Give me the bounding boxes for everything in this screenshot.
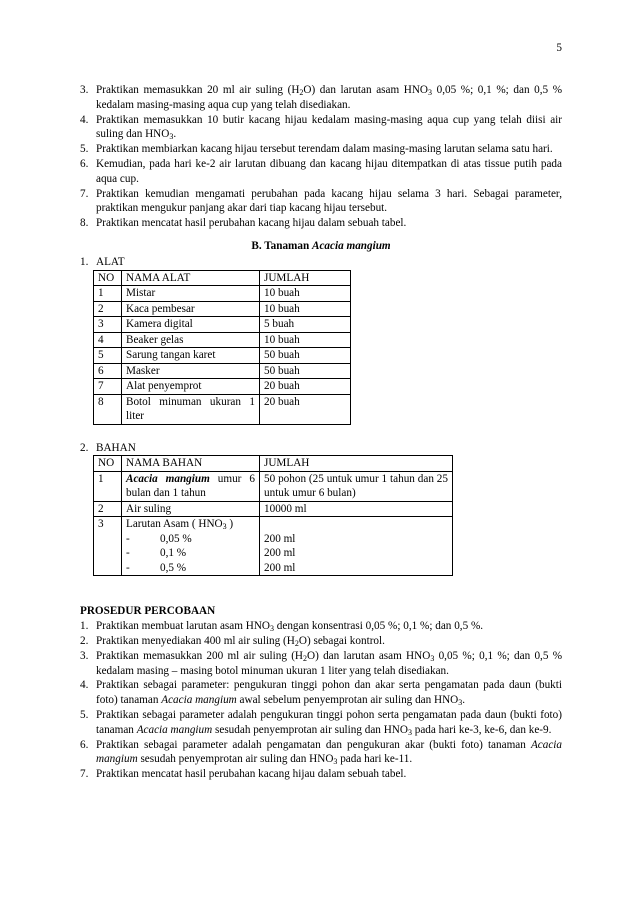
alat-no: 1 [94, 286, 122, 302]
step-text: dengan konsentrasi 0,05 %; 0,1 %; dan 0,5 %. [273, 620, 484, 633]
alat-no: 2 [94, 301, 122, 317]
subsection-alat-number: 1. [80, 255, 89, 268]
list-item-number: 2. [80, 634, 89, 647]
step-text: 0,05 %; 0,1 %; dan 0,5 % kedalam masing – masing botol minuman ukuran 1 liter yang telah disediakan. [96, 649, 563, 677]
concentration-value: 0,5 % [160, 561, 187, 574]
list-item [80, 619, 562, 634]
prosedur-list [80, 619, 562, 782]
step-text: O) sebagai kontrol. [298, 634, 385, 647]
bahan-jumlah [260, 517, 453, 576]
bahan-species: Acacia mangium [126, 472, 210, 485]
step-text: sesudah penyemprotan air suling dan HNO [137, 753, 334, 766]
alat-header-row [94, 270, 351, 286]
alat-jumlah: 20 buah [260, 394, 351, 424]
table-row [94, 301, 351, 317]
subscript: 3 [169, 132, 174, 142]
step-text: O) dan larutan asam HNO [303, 84, 429, 96]
alat-no: 3 [94, 317, 122, 333]
header-jumlah: JUMLAH [260, 456, 453, 472]
procedure-list-top [80, 83, 562, 231]
alat-name: Alat penyemprot [122, 379, 260, 395]
acid-name-suffix: ) [226, 518, 234, 531]
bahan-age: umur 6 bulan dan 1 tahun [126, 472, 255, 500]
acid-jumlah-value: 200 ml [264, 561, 296, 574]
acid-concentration-item [126, 546, 255, 561]
list-item [80, 157, 562, 187]
list-item-number: 6. [80, 157, 89, 170]
table-row [94, 332, 351, 348]
list-item [80, 738, 562, 768]
step-text: awal sebelum penyemprotan air suling dan HNO [236, 694, 459, 707]
step-text: . [462, 694, 466, 707]
alat-name: Sarung tangan karet [122, 348, 260, 364]
step-text: Praktikan membuat larutan asam HNO [96, 620, 270, 633]
step-text: Praktikan memasukkan 10 butir kacang hijau kedalam masing-masing aqua cup yang telah diisi air suling dan HNO [96, 113, 562, 141]
bahan-name [122, 471, 260, 501]
prosedur-title: PROSEDUR PERCOBAAN [80, 605, 216, 618]
list-item-number: 7. [80, 768, 89, 781]
alat-no: 4 [94, 332, 122, 348]
list-item [80, 767, 562, 782]
subsection-bahan-label: BAHAN [96, 441, 136, 454]
step-text: Praktikan mencatat hasil perubahan kacang hijau dalam sebuah tabel. [96, 217, 407, 230]
bahan-acid-name [126, 517, 255, 532]
step-text: 0,05 %; 0,1 %; dan 0,5 % kedalam masing-masing aqua cup yang telah disediakan. [96, 84, 563, 111]
list-item [80, 634, 562, 649]
subscript: 3 [407, 727, 412, 737]
list-item [80, 678, 562, 708]
list-item-number: 6. [80, 738, 89, 751]
list-item-number: 5. [80, 143, 89, 156]
list-item-number: 8. [80, 217, 89, 230]
acid-jumlah-value: 200 ml [264, 547, 296, 560]
step-text: Praktikan memasukkan 20 ml air suling (H [96, 84, 300, 96]
alat-jumlah: 10 buah [260, 286, 351, 302]
species-name: Acacia mangium [136, 723, 213, 736]
alat-name: Masker [122, 363, 260, 379]
alat-name: Kaca pembesar [122, 301, 260, 317]
subscript: 3 [269, 624, 274, 634]
alat-table [93, 270, 351, 425]
bahan-no: 3 [94, 517, 122, 576]
document-body [80, 83, 562, 782]
alat-name: Botol minuman ukuran 1 liter [122, 394, 260, 424]
subsection-bahan-number: 2. [80, 441, 89, 454]
acid-concentration-item [126, 532, 255, 547]
list-item [80, 83, 562, 113]
header-no: NO [94, 456, 122, 472]
list-item [80, 216, 562, 231]
subsection-alat-title [80, 255, 562, 270]
step-text: pada hari ke-11. [337, 753, 413, 766]
step-text: Praktikan kemudian mengamati perubahan pada kacang hijau selama 3 hari. Sebagai parameter, praktikan mengukur panjang akar dari tiap kacang hijau tersebut. [96, 187, 562, 215]
dash-bullet: - [126, 532, 130, 545]
header-no: NO [94, 270, 122, 286]
list-item-number: 1. [80, 620, 89, 633]
list-item-number: 4. [80, 679, 89, 692]
header-nama-bahan: NAMA BAHAN [122, 456, 260, 472]
acid-jumlah-list [264, 532, 448, 576]
subsection-alat-label: ALAT [96, 255, 125, 268]
step-text: sesudah penyemprotan air suling dan HNO [212, 723, 408, 736]
list-item [80, 187, 562, 217]
list-item-number: 7. [80, 187, 89, 200]
bahan-jumlah: 50 pohon (25 untuk umur 1 tahun dan 25 untuk umur 6 bulan) [260, 471, 453, 501]
alat-jumlah: 50 buah [260, 363, 351, 379]
subscript: 2 [303, 653, 308, 663]
table-row [94, 379, 351, 395]
alat-jumlah: 50 buah [260, 348, 351, 364]
step-text: Praktikan menyediakan 400 ml air suling (H [96, 634, 295, 647]
list-item [80, 708, 562, 738]
acid-concentration-item [126, 561, 255, 576]
acid-jumlah-value: 200 ml [264, 532, 296, 545]
bahan-table [93, 455, 453, 576]
alat-jumlah: 20 buah [260, 379, 351, 395]
bahan-name [122, 517, 260, 576]
step-text: pada hari ke-3, ke-6, dan ke-9. [411, 723, 552, 736]
subscript: 2 [299, 88, 304, 97]
header-jumlah: JUMLAH [260, 270, 351, 286]
step-text: Praktikan sebagai parameter adalah pengukuran tinggi pohon serta pengamatan pada daun (bukti foto) tanaman [96, 708, 562, 736]
step-text: . [173, 128, 177, 141]
alat-jumlah: 10 buah [260, 332, 351, 348]
bahan-no: 1 [94, 471, 122, 501]
section-b-prefix: B. Tanaman [251, 239, 312, 252]
alat-no: 8 [94, 394, 122, 424]
step-text: Praktikan mencatat hasil perubahan kacang hijau dalam sebuah tabel. [96, 768, 407, 781]
table-row [94, 286, 351, 302]
step-text: Praktikan memasukkan 200 ml air suling (H [96, 649, 304, 662]
alat-jumlah: 10 buah [260, 301, 351, 317]
table-row [94, 317, 351, 333]
step-text: Praktikan sebagai parameter adalah pengamatan dan pengukuran akar (bukti foto) tanaman [96, 738, 531, 751]
acid-name-prefix: Larutan Asam ( HNO [126, 518, 223, 531]
table-row [94, 394, 351, 424]
subscript: 2 [294, 638, 299, 648]
step-text: Praktikan membiarkan kacang hijau tersebut terendam dalam masing-masing larutan selama satu hari. [96, 143, 553, 156]
subscript: 3 [458, 698, 463, 708]
list-item [80, 649, 562, 679]
bahan-no: 2 [94, 501, 122, 517]
table-row [94, 363, 351, 379]
alat-name: Beaker gelas [122, 332, 260, 348]
concentration-value: 0,05 % [160, 532, 192, 545]
section-b-species: Acacia mangium [312, 239, 391, 252]
bahan-name: Air suling [122, 501, 260, 517]
alat-jumlah: 5 buah [260, 317, 351, 333]
section-title-b [80, 239, 562, 254]
acid-concentration-list [126, 532, 255, 576]
table-row [94, 348, 351, 364]
list-item-number: 3. [80, 84, 89, 96]
acid-subscript: 3 [222, 522, 227, 532]
table-row [94, 517, 453, 576]
list-item-number: 5. [80, 708, 89, 721]
list-item-number: 4. [80, 113, 89, 126]
page-number: 5 [556, 42, 562, 54]
dash-bullet: - [126, 561, 130, 574]
alat-name: Kamera digital [122, 317, 260, 333]
alat-no: 6 [94, 363, 122, 379]
list-item-number: 3. [80, 649, 89, 662]
table-row [94, 501, 453, 517]
list-item [80, 142, 562, 157]
bahan-jumlah: 10000 ml [260, 501, 453, 517]
dash-bullet: - [126, 547, 130, 560]
bahan-header-row [94, 456, 453, 472]
subsection-bahan-title [80, 441, 562, 456]
concentration-value: 0,1 % [160, 547, 187, 560]
table-row [94, 471, 453, 501]
step-text: Kemudian, pada hari ke-2 air larutan dibuang dan kacang hijau ditempatkan di atas tissue putih pada aqua cup. [96, 157, 562, 185]
step-text: O) dan larutan asam HNO [307, 649, 431, 662]
subscript: 3 [428, 88, 433, 97]
alat-no: 5 [94, 348, 122, 364]
step-text: Praktikan sebagai parameter: pengukuran tinggi pohon dan akar serta pengamatan pada daun (bukti foto) tanaman [96, 679, 562, 707]
subscript: 3 [333, 757, 338, 767]
alat-no: 7 [94, 379, 122, 395]
species-name: Acacia mangium [161, 694, 237, 707]
species-name: Acacia mangium [96, 738, 562, 766]
header-nama-alat: NAMA ALAT [122, 270, 260, 286]
alat-name: Mistar [122, 286, 260, 302]
subscript: 3 [430, 653, 435, 663]
list-item [80, 113, 562, 143]
